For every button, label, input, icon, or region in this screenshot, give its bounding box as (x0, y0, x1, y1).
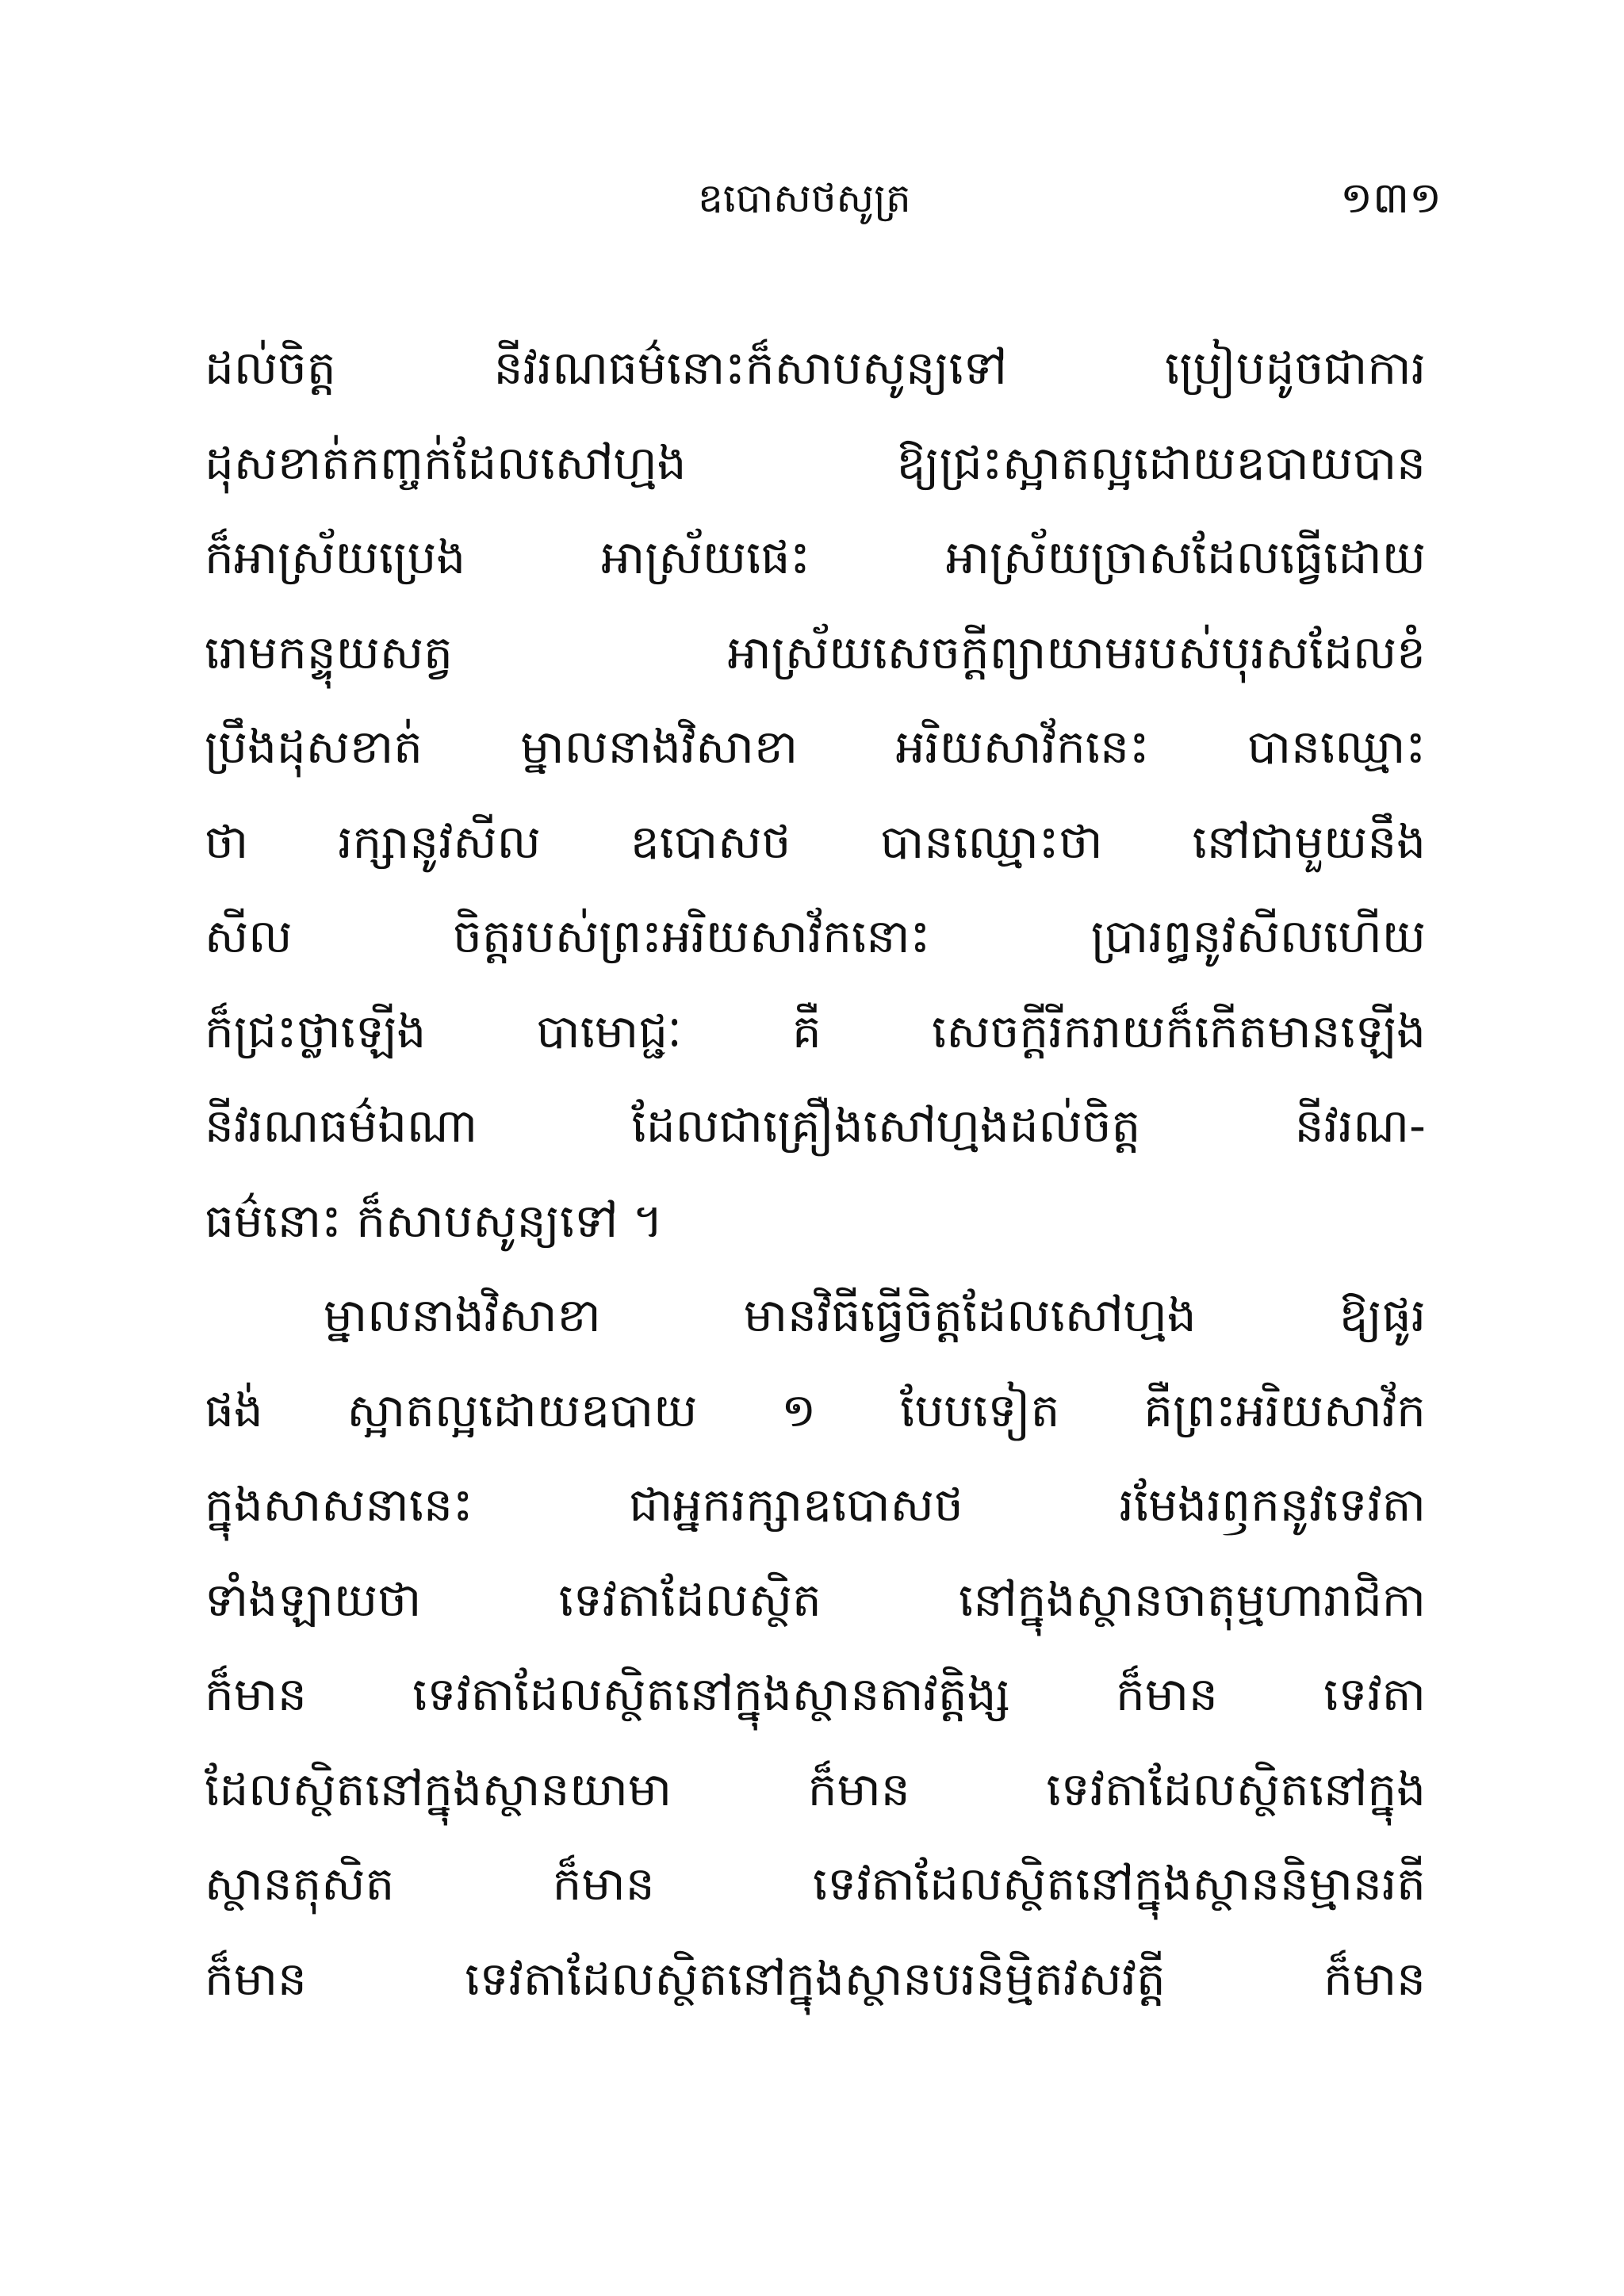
text-line: ថា រក្សានូវសីល ឧបោសថ បានឈ្មោះថា នៅជាមួយនឹង (205, 814, 1426, 869)
paragraph-2 (205, 1269, 1426, 2026)
text-line: ប្រឹងដុសខាត់ ម្នាលនាងវិសាខា អរិយសាវ័កនេះ បានឈ្មោះ (205, 720, 1426, 774)
paragraph-1 (205, 321, 1426, 1269)
text-line: រោមកន្ទុយសត្វ អាស្រ័យសេចក្តីព្យាយាមរបស់បុរសដែលខំ (205, 625, 1426, 679)
text-line: ក៏ជ្រះថ្លាឡើង បាមោជ្ជៈ គឺ សេចក្តីរីករាយក៏កើតមានឡើង (205, 1004, 1426, 1058)
text-line: ធម៌នោះ ក៏សាបសូន្យទៅ ។ (205, 1193, 664, 1248)
text-line: សីល ចិត្តរបស់ព្រះអរិយសាវ័កនោះ ប្រារព្ធនូវសីលហើយ (205, 909, 1426, 963)
running-title: ឧបោសថសូត្រ (698, 175, 911, 221)
text-line: ក៏អាស្រ័យប្រេង អាស្រ័យផេះ អាស្រ័យច្រាសដែលធ្វើដោយ (205, 530, 1426, 584)
text-line: ដល់ចិត្ត នីវរណធម៌នោះក៏សាបសូន្យទៅ ប្រៀបដូចជាការ (205, 341, 1426, 395)
text-line: ស្ថានតុសិត ក៏មាន ទេវតាដែលស្ថិតនៅក្នុងស្ថាននិម្មានរតី (205, 1857, 1426, 1911)
text-line: ក៏មាន ទេវតាដែលស្ថិតនៅក្នុងស្ថានតាវត្តិង្ស ក៏មាន ទេវតា (205, 1667, 1426, 1721)
text-line: ផង់ ស្អាតល្អដោយឧបាយ ១ បែបទៀត គឺព្រះអរិយសាវ័ក (205, 1383, 1426, 1437)
page-number: ១៣១ (1340, 173, 1442, 223)
body-text (205, 321, 1426, 2026)
text-line: ទាំងឡាយថា ទេវតាដែលស្ថិត នៅក្នុងស្ថានចាតុម្មហារាជិកា (205, 1572, 1426, 1627)
text-line: នីវរណធម៌ឯណា ដែលជាគ្រឿងសៅហ្មងដល់ចិត្ត នីវរណ- (205, 1099, 1426, 1153)
text-line: ម្នាលនាងវិសាខា មានវិធីធ្វើចិត្តដែលសៅហ្មង ឱ្យផូរ (324, 1288, 1426, 1342)
text-line: ដុសខាត់កញ្ចក់ដែលសៅហ្មង ឱ្យជ្រះស្អាតល្អដោយឧបាយបាន (205, 435, 1426, 490)
text-line: ក្នុងសាសនានេះ ជាអ្នករក្សាឧបោសថ រមែងរឭកនូវទេវតា (205, 1478, 1426, 1532)
running-header (0, 163, 1624, 234)
text-line: ដែលស្ថិតនៅក្នុងស្ថានយាមា ក៏មាន ទេវតាដែលស្ថិតនៅក្នុង (205, 1762, 1426, 1816)
text-line: ក៏មាន ទេវតាដែលស្ថិតនៅក្នុងស្ថានបរនិម្មិតវសវត្តី ក៏មាន (205, 1951, 1426, 2006)
